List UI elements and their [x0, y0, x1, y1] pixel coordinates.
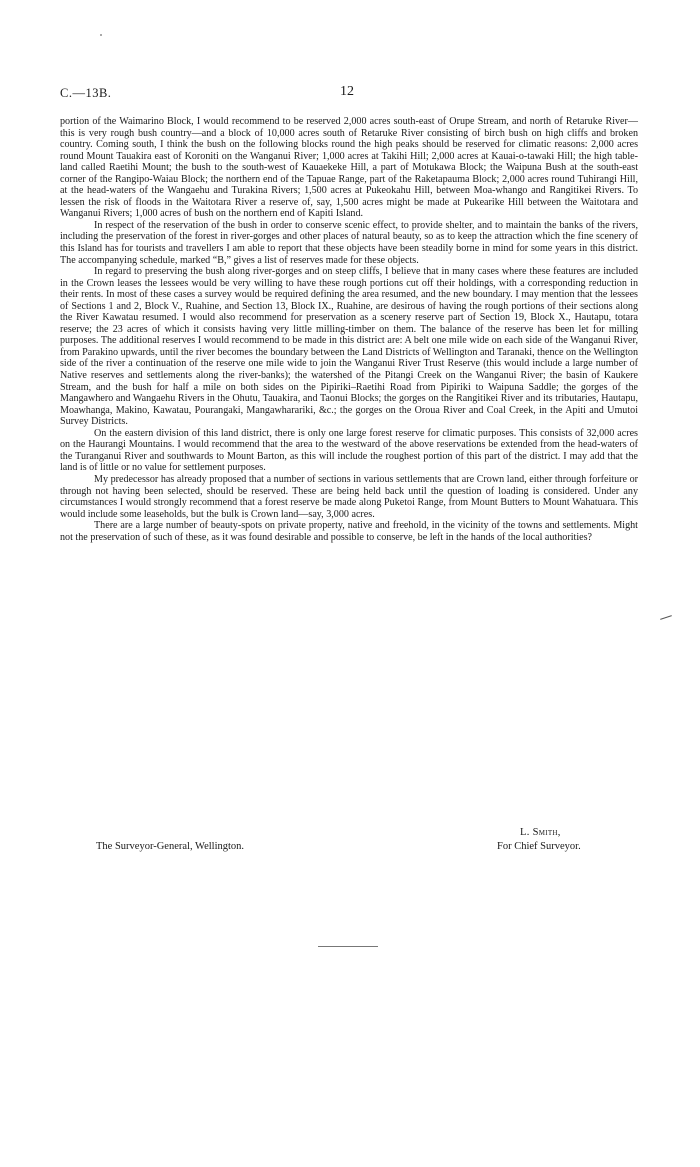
addressee: The Surveyor-General, Wellington.	[96, 841, 245, 852]
paragraph-1: portion of the Waimarino Block, I would recommend to be reserved 2,000 acres south-east of Orupe Stream, and north of Retaruke River—this is very rough bush country—and a block of 10,000 acres south of Retaruke River consisting of birch bush on high cliffs and broken country. Coming south, I think the bush on the following blocks round the high peaks should be reserved for climatic reasons: 2,000 acres round Mount Tauakira east of Koroniti on the Wanganui River; 1,000 acres at Takihi Hill; 2,000 acres at Kauai-o-tawaki Hill; the high table-land called Raetihi Mount; the bush to the south-west of Kauaekeke Hill, a part of Motukawa Block; the Waipuna Bush at the south-east corner of the Rangipo-Waiau Block; the northern end of the Tapuae Range, part of the Raketapauma Block; 2,000 acres round Tuhirangi Hill, at the head-waters of the Wangaehu and Turakina Rivers; 1,500 acres at Pukeokahu Hill, between Moa-whango and Rangitikei Rivers. To lessen the risk of floods in the Waitotara River a reserve of, say, 1,500 acres might be made at Pukearike Hill between the Waitotara and Wanganui Rivers; 1,000 acres of bush on the northern end of Kapiti Island.	[60, 116, 638, 220]
paragraph-2: In respect of the reservation of the bush in order to conserve scenic effect, to provide shelter, and to maintain the banks of the rivers, including the preservation of the forest in river-gorges and other places of natural beauty, so as to keep the attraction which the fine scenery of this Island has for tourists and travellers I am able to report that these objects have been steadily borne in mind for some years in this district. The accompanying schedule, marked “B,” gives a list of reserves made for these objects.	[60, 219, 638, 266]
page-number: 12	[340, 84, 354, 99]
paragraph-6: There are a large number of beauty-spots on private property, native and freehold, in the vicinity of the towns and settlements. Might not the preservation of such of these, as it was found desirable and possible to conserve, be left in the hands of the local authorities?	[60, 520, 638, 543]
paragraph-5: My predecessor has already proposed that a number of sections in various settlements that are Crown land, either through forfeiture or through not having been selected, should be reserved. These are being held back until the question of loading is considered. Under any circumstances I would strongly recommend that a forest reserve be made along Puketoi Range, from Mount Butters to Mount Wahatuara. This would include some leaseholds, but the bulk is Crown land—say, 3,000 acres.	[60, 473, 638, 520]
scan-speck	[100, 34, 102, 36]
paragraph-4: On the eastern division of this land district, there is only one large forest reserve for climatic purposes. This consists of 32,000 acres on the Haurangi Mountains. I would recommend that the area to the westward of the above reservations be extended from the head-waters of the Turanganui River and southwards to Mount Barton, as this will include the roughest portion of this part of the district. I may add that the land is of little or no value for settlement purposes.	[60, 427, 638, 474]
document-reference: C.—13B.	[60, 86, 112, 100]
signature-title: For Chief Surveyor.	[497, 841, 581, 852]
margin-pencil-mark	[660, 615, 672, 620]
signature-name: L. Smith,	[520, 827, 561, 838]
paragraph-3: In regard to preserving the bush along river-gorges and on steep cliffs, I believe that in many cases where these features are included in the Crown leases the lessees would be very willing to have these rough portions cut off their holdings, with a corresponding reduction in their rents. In most of these cases a survey would be required defining the area resumed, and the new boundary. I may mention that the lessees of Sections 1 and 2, Block V., Ruahine, and Section 13, Block IX., Ruahine, are desirous of having the rough portions of their sections along the River Kawatau resumed. I would also recommend for preservation as a scenery reserve part of Section 19, Block X., Hautapu, totara reserve; the 23 acres of which it consists having very little milling-timber on them. The balance of the reserve has been let for milling purposes. The additional reserves I would recommend to be made in this district are: A belt one mile wide on each side of the Wanganui River, from Parakino upwards, until the river becomes the boundary between the Land Districts of Wellington and Taranaki, thence on the Wellington side of the river a continuation of the reserve one mile wide to join the Wanganui River Trust Reserve (this would include a large number of Native reserves and settlements along the river-banks); the watershed of the Pitangi Creek on the Wanganui River; the basin of Kaukere Stream, and the bush for half a mile on both sides on the Pipiriki–Raetihi Road from Pipiriki to Waipuna Saddle; the gorges of the Mangawhero and Wangaehu Rivers in the Ohutu, Tauakira, and Taonui Blocks; the gorges on the Rangitikei River and its tributaries, Hautapu, Moawhanga, Makino, Kawatau, Pourangaki, Mangawharariki, &c.; the gorges on the Oroua River and Coal Creek, in the Apiti and Umutoi Survey Districts.	[60, 266, 638, 428]
document-body	[60, 116, 638, 543]
end-rule-divider	[318, 946, 378, 947]
